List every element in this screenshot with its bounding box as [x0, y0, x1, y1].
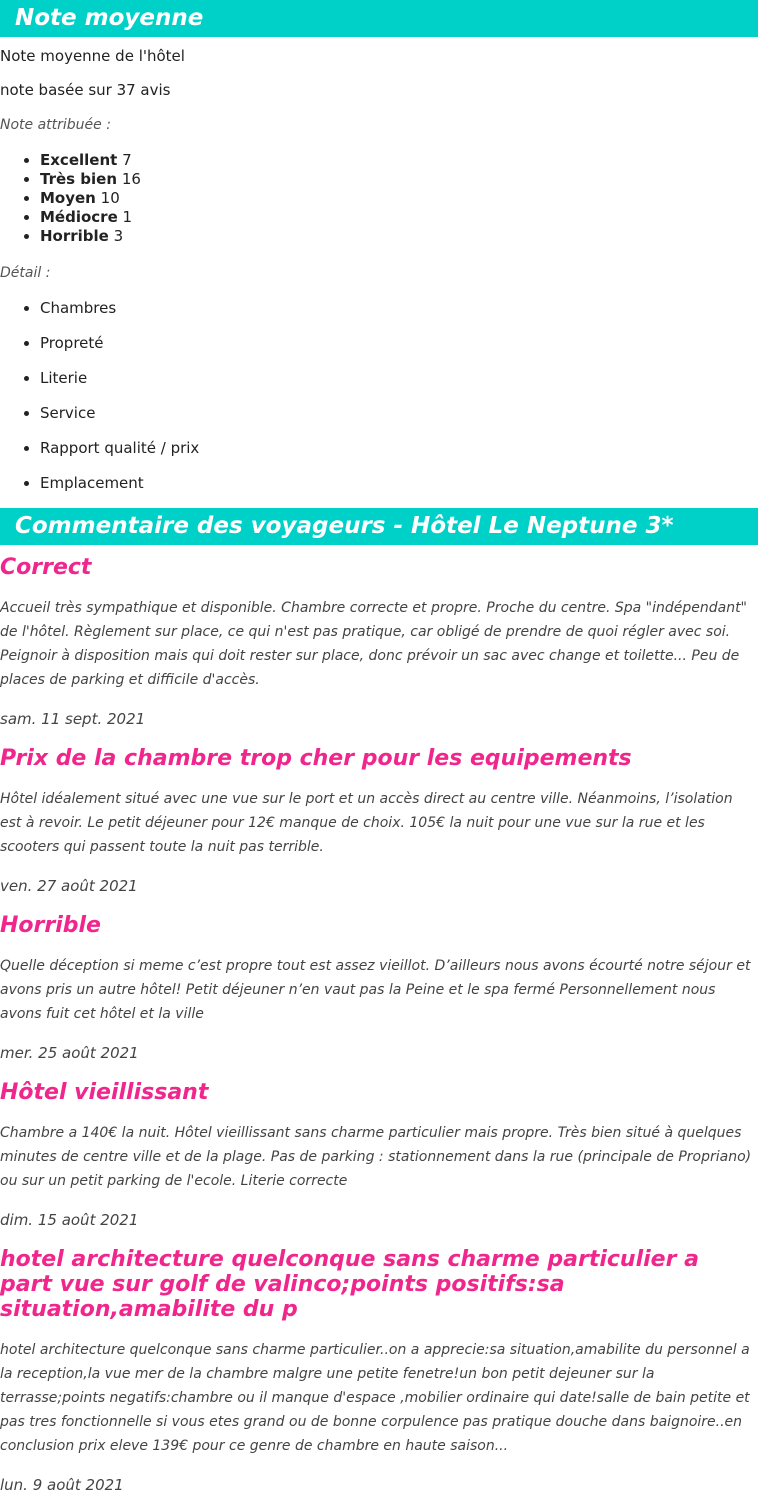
rating-count: 16	[121, 170, 141, 188]
review-date: dim. 15 août 2021	[0, 1211, 139, 1229]
review	[0, 913, 758, 1062]
review-date: sam. 11 sept. 2021	[0, 710, 146, 728]
review	[0, 1080, 758, 1229]
detail-item: • Service	[40, 404, 758, 423]
detail-label: Détail :	[0, 265, 51, 281]
rating-label: Médiocre	[40, 208, 118, 226]
rating-item	[40, 170, 758, 189]
review-title: Prix de la chambre trop cher pour les equipements	[0, 746, 632, 771]
review-date: lun. 9 août 2021	[0, 1476, 124, 1494]
review	[0, 555, 758, 728]
hotel-rating-label: Note moyenne de l'hôtel	[0, 47, 185, 65]
reviews-header: Commentaire des voyageurs - Hôtel Le Neptune 3*	[0, 508, 758, 545]
detail-item: • Rapport qualité / prix	[40, 439, 758, 458]
rating-count: 10	[100, 189, 120, 207]
detail-item: • Emplacement	[40, 474, 758, 493]
detail-item: • Propreté	[40, 334, 758, 353]
summary-section	[0, 0, 758, 493]
rating-item	[40, 189, 758, 208]
review	[0, 1247, 758, 1494]
rating-label: Horrible	[40, 227, 109, 245]
review-text: Hôtel idéalement situé avec une vue sur le port et un accès direct au centre ville. Néanmoins, l’isolation est à revoir. Le petit déjeuner pour 12€ manque de choix. 105€ la nuit pour une vue sur la rue et les scooters qui passent toute la nuit pas terrible.	[0, 791, 733, 855]
review-text: Accueil très sympathique et disponible. Chambre correcte et propre. Proche du centre. Spa "indépendant" de l'hôtel. Règlement sur place, ce qui n'est pas pratique, car obligé de prendre de quoi régler avec soi. Peignoir à disposition mais qui doit rester sur place, donc prévoir un sac avec change et toilette... Peu de places de parking et difficile d'accès.	[0, 600, 747, 688]
reviews-section	[0, 508, 758, 1494]
review-date: ven. 27 août 2021	[0, 877, 138, 895]
rating-count: 3	[113, 227, 124, 245]
rating-label: Très bien	[40, 170, 118, 188]
review	[0, 746, 758, 895]
review-date: mer. 25 août 2021	[0, 1044, 139, 1062]
review-text: Quelle déception si meme c’est propre tout est assez vieillot. D’ailleurs nous avons écourté notre séjour et avons pris un autre hôtel! Petit déjeuner n’en vaut pas la Peine et le spa fermé Personnellement nous avons fuit cet hôtel et la ville	[0, 958, 751, 1022]
review-title: Hôtel vieillissant	[0, 1080, 209, 1105]
ratings-list	[0, 151, 758, 246]
review-title: hotel architecture quelconque sans charme particulier a part vue sur golf de valinco;points positifs:sa situation,amabilite du p	[0, 1247, 699, 1322]
details-list	[0, 299, 758, 493]
detail-item: • Chambres	[40, 299, 758, 318]
detail-item: • Literie	[40, 369, 758, 388]
review-title: Correct	[0, 555, 92, 580]
rating-label: Excellent	[40, 151, 118, 169]
rating-label: Moyen	[40, 189, 96, 207]
rating-count: 7	[122, 151, 132, 169]
summary-header: Note moyenne	[0, 0, 758, 37]
rating-item	[40, 227, 758, 246]
based-on-count: note basée sur 37 avis	[0, 81, 171, 99]
rating-item	[40, 208, 758, 227]
review-text: hotel architecture quelconque sans charme particulier..on a apprecie:sa situation,amabilite du personnel a la reception,la vue mer de la chambre malgre une petite fenetre!un bon petit dejeuner sur la terrasse;points negatifs:chambre ou il manque d'espace ,mobilier ordinaire qui date!salle de bain petite et pas tres fonctionnelle si vous etes grand ou de bonne corpulence pas pratique douche dans baignoire..en conclusion prix eleve 139€ pour ce genre de chambre en haute saison...	[0, 1342, 750, 1454]
review-title: Horrible	[0, 913, 101, 938]
review-text: Chambre a 140€ la nuit. Hôtel vieillissant sans charme particulier mais propre. Très bien situé à quelques minutes de centre ville et de la plage. Pas de parking : stationnement dans la rue (principale de Propriano) ou sur un petit parking de l'ecole. Literie correcte	[0, 1125, 752, 1189]
rating-item	[40, 151, 758, 170]
rating-given-label: Note attribuée :	[0, 117, 111, 133]
rating-count: 1	[122, 208, 133, 226]
